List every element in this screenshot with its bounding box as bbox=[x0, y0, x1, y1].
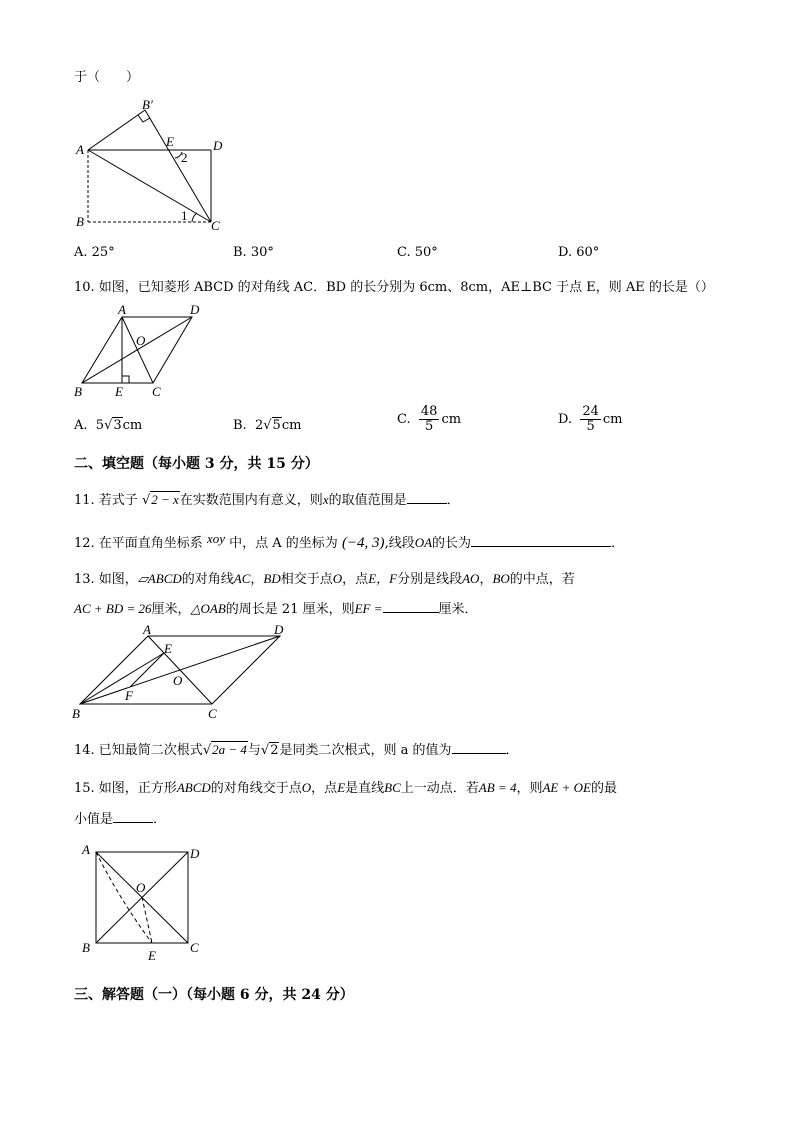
q12-answer-blank bbox=[471, 534, 611, 547]
q10-label-E: E bbox=[115, 384, 123, 399]
q10-right-angle-mark bbox=[122, 376, 129, 383]
q15-answer-blank bbox=[113, 810, 153, 823]
q15-line2: 小值是 ． bbox=[74, 812, 167, 827]
q10-stem: 10. 如图，已知菱形 ABCD 的对角线 AC．BD 的长分别为 6cm、8cm，AE⊥BC 于点 E，则 AE 的长是（） bbox=[74, 280, 714, 295]
q9-label-Bprime: B′ bbox=[142, 97, 153, 112]
q11-stem: 11. 若式子 √2 − x在实数范围内有意义，则x的取值范围是 ． bbox=[74, 492, 460, 508]
q15-label-D: D bbox=[190, 846, 200, 861]
q15-label-E: E bbox=[148, 948, 156, 963]
q14-stem: 14. 已知最简二次根式√2a − 4与√2是同类二次根式，则 a 的值为 ． bbox=[74, 742, 519, 758]
q9-ac-diagonal bbox=[88, 150, 211, 222]
q9-label-2: 2 bbox=[181, 150, 188, 165]
q9-figure bbox=[70, 92, 240, 237]
q10-option-b: B. 2√5cm bbox=[233, 418, 302, 433]
q15-label-B: B bbox=[82, 940, 90, 955]
q9-ab-prime bbox=[88, 110, 145, 150]
q15-label-C: C bbox=[190, 940, 199, 955]
q10-bd-diagonal bbox=[82, 317, 192, 383]
q12-stem: 12. 在平面直角坐标系 xoy 中，点 A 的坐标为 (−4, 3),线段OA的长为 ． bbox=[74, 531, 625, 551]
q13-bd-diagonal bbox=[80, 636, 280, 704]
q13-label-F: F bbox=[125, 688, 133, 703]
q10-label-B: B bbox=[74, 384, 82, 399]
q9-tail: 于（ ） bbox=[74, 70, 140, 85]
q9-label-E: E bbox=[166, 134, 174, 149]
q10-figure bbox=[70, 300, 215, 400]
q13-be-segment bbox=[80, 653, 164, 704]
q13-answer-blank bbox=[383, 600, 439, 613]
section-2-heading: 二、填空题（每小题 3 分，共 15 分） bbox=[74, 456, 319, 472]
q13-line2: AC + BD = 26厘米，△OAB的周长是 21 厘米，则EF = 厘米． bbox=[74, 601, 478, 617]
q9-option-c: C. 50° bbox=[397, 245, 438, 260]
q10-label-O: O bbox=[136, 333, 146, 348]
q9-option-a: A. 25° bbox=[74, 245, 115, 260]
q13-label-C: C bbox=[208, 706, 217, 721]
q10-label-C: C bbox=[152, 384, 161, 399]
q10-option-a: A. 5√3cm bbox=[74, 418, 143, 433]
q15-label-O: O bbox=[136, 880, 146, 895]
q15-ae-dashed bbox=[96, 852, 152, 943]
q9-label-C: C bbox=[211, 218, 220, 233]
q13-label-O: O bbox=[173, 673, 183, 688]
q13-label-E: E bbox=[164, 641, 172, 656]
q15-label-A: A bbox=[82, 842, 90, 857]
q9-label-1: 1 bbox=[181, 208, 188, 223]
q9-option-b: B. 30° bbox=[233, 245, 274, 260]
q9-label-B: B bbox=[76, 214, 84, 229]
q13-label-A: A bbox=[143, 622, 151, 637]
q13-label-D: D bbox=[274, 622, 284, 637]
q13-figure bbox=[70, 622, 295, 722]
q10-label-D: D bbox=[190, 302, 200, 317]
q9-label-A: A bbox=[76, 142, 84, 157]
q15-line1: 15. 如图，正方形ABCD的对角线交于点O，点E是直线BC上一动点．若AB = 4，则AE + OE的最 bbox=[74, 780, 617, 796]
q11-answer-blank bbox=[407, 491, 447, 504]
q9-label-D: D bbox=[213, 138, 223, 153]
q9-angle1-arc bbox=[192, 213, 197, 222]
q10-option-d: D. $\frac{24}{5}$ cm bbox=[558, 404, 623, 434]
q14-answer-blank bbox=[452, 741, 506, 754]
q15-figure bbox=[72, 840, 212, 965]
q13-line1: 13. 如图，▱ABCD的对角线AC，BD相交于点O，点E，F分别是线段AO，BO的中点，若 bbox=[74, 571, 575, 587]
q13-label-B: B bbox=[72, 706, 80, 721]
q10-label-A: A bbox=[118, 302, 126, 317]
section-3-heading: 三、解答题（一）（每小题 6 分，共 24 分） bbox=[74, 987, 354, 1003]
q10-option-c: C. $\frac{48}{5}$ cm bbox=[397, 404, 462, 434]
q9-bprime-c bbox=[145, 110, 211, 222]
q9-option-d: D. 60° bbox=[558, 245, 600, 260]
